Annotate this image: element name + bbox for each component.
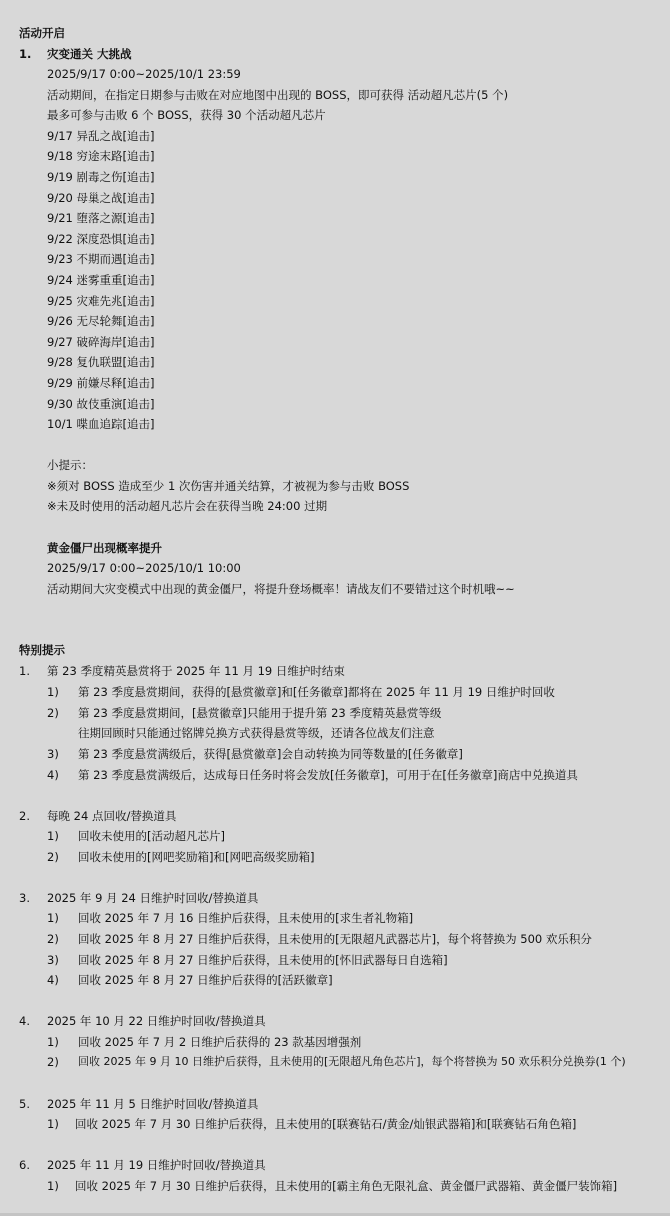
list-number: 5. (19, 1097, 30, 1111)
event-description: 活动期间，在指定日期参与击败在对应地图中出现的 BOSS，即可获得 活动超凡芯片(5 个) (47, 88, 509, 102)
notice-title: 2025 年 10 月 22 日维护时回收/替换道具 (47, 1014, 266, 1028)
schedule-item: 9/19 剧毒之伤[追击] (47, 170, 155, 184)
sub-number: 3) (47, 953, 59, 967)
notice-item: 回收 2025 年 8 月 27 日维护后获得，且未使用的[无限超凡武器芯片]，每个将替换为 500 欢乐积分 (78, 932, 592, 946)
sub-number: 3) (47, 747, 59, 761)
event-title: 灾变通关 大挑战 (47, 47, 132, 61)
list-number: 1. (19, 664, 30, 678)
notice-item: 第 23 季度悬赏期间，[悬赏徽章]只能用于提升第 23 季度精英悬赏等级 (78, 706, 442, 720)
list-number: 2. (19, 809, 30, 823)
notice-item: 回收 2025 年 7 月 2 日维护后获得的 23 款基因增强剂 (78, 1035, 362, 1049)
notice-item: 第 23 季度悬赏满级后，达成每日任务时将会发放[任务徽章]，可用于在[任务徽章]商店中兑换道具 (78, 768, 578, 782)
schedule-item: 9/28 复仇联盟[追击] (47, 355, 155, 369)
schedule-item: 9/23 不期而遇[追击] (47, 252, 155, 266)
notice-item: 回收 2025 年 8 月 27 日维护后获得的[活跃徽章] (78, 973, 333, 987)
sub-number: 1) (47, 829, 59, 843)
schedule-item: 9/24 迷雾重重[追击] (47, 273, 155, 287)
event-period: 2025/9/17 0:00~2025/10/1 23:59 (47, 67, 241, 81)
sub-number: 2) (47, 1055, 59, 1069)
schedule-item: 10/1 喋血追踪[追击] (47, 417, 155, 431)
schedule-item: 9/25 灾难先兆[追击] (47, 294, 155, 308)
sub-number: 4) (47, 768, 59, 782)
sub-number: 1) (47, 1179, 59, 1193)
notice-title: 第 23 季度精英悬赏将于 2025 年 11 月 19 日维护时结束 (47, 664, 345, 678)
sub-number: 2) (47, 706, 59, 720)
sub-number: 2) (47, 850, 59, 864)
notice-item: 回收未使用的[活动超凡芯片] (78, 829, 225, 843)
notice-title: 2025 年 11 月 5 日维护时回收/替换道具 (47, 1097, 259, 1111)
event-limit: 最多可参与击败 6 个 BOSS，获得 30 个活动超凡芯片 (47, 108, 326, 122)
notice-title: 每晚 24 点回收/替换道具 (47, 809, 177, 823)
notice-item: 回收 2025 年 7 月 30 日维护后获得，且未使用的[联赛钻石/黄金/灿银武器箱]和[联赛钻石角色箱] (75, 1117, 577, 1131)
event-title: 黄金僵尸出现概率提升 (47, 541, 162, 555)
tip-line: ※未及时使用的活动超凡芯片会在获得当晚 24:00 过期 (47, 499, 328, 513)
tip-line: ※须对 BOSS 造成至少 1 次伤害并通关结算，才被视为参与击败 BOSS (47, 479, 410, 493)
schedule-item: 9/21 堕落之源[追击] (47, 211, 155, 225)
notice-title: 2025 年 9 月 24 日维护时回收/替换道具 (47, 891, 259, 905)
notice-item: 第 23 季度悬赏满级后，获得[悬赏徽章]会自动转换为同等数量的[任务徽章] (78, 747, 463, 761)
notice-item-continued: 往期回顾时只能通过铭牌兑换方式获得悬赏等级，还请各位战友们注意 (78, 726, 435, 740)
notice-item: 回收 2025 年 7 月 30 日维护后获得，且未使用的[霸主角色无限礼盒、黄金僵尸武器箱、黄金僵尸装饰箱] (75, 1179, 618, 1193)
schedule-item: 9/29 前嫌尽释[追击] (47, 376, 155, 390)
sub-number: 4) (47, 973, 59, 987)
event-period: 2025/9/17 0:00~2025/10/1 10:00 (47, 561, 241, 575)
schedule-item: 9/26 无尽轮舞[追击] (47, 314, 155, 328)
list-number: 4. (19, 1014, 30, 1028)
schedule-item: 9/22 深度恐惧[追击] (47, 232, 155, 246)
sub-number: 1) (47, 911, 59, 925)
event-description: 活动期间大灾变模式中出现的黄金僵尸，将提升登场概率！请战友们不要错过这个时机哦~~ (47, 582, 515, 596)
notice-item: 回收未使用的[网吧奖励箱]和[网吧高级奖励箱] (78, 850, 315, 864)
section-heading-activity: 活动开启 (19, 26, 65, 40)
tip-title: 小提示： (47, 458, 93, 472)
notice-item: 第 23 季度悬赏期间，获得的[悬赏徽章]和[任务徽章]都将在 2025 年 11 月 19 日维护时回收 (78, 685, 555, 699)
schedule-item: 9/30 故伎重演[追击] (47, 397, 155, 411)
schedule-item: 9/17 异乱之战[追击] (47, 129, 155, 143)
list-number: 1. (19, 47, 32, 61)
list-number: 3. (19, 891, 30, 905)
notice-item: 回收 2025 年 7 月 16 日维护后获得，且未使用的[求生者礼物箱] (78, 911, 414, 925)
schedule-item: 9/18 穷途末路[追击] (47, 149, 155, 163)
list-number: 6. (19, 1158, 30, 1172)
section-heading-notice: 特别提示 (19, 643, 65, 657)
schedule-item: 9/20 母巢之战[追击] (47, 191, 155, 205)
sub-number: 1) (47, 1035, 59, 1049)
notice-item: 回收 2025 年 8 月 27 日维护后获得，且未使用的[怀旧武器每日自选箱] (78, 953, 448, 967)
notice-item: 回收 2025 年 9 月 10 日维护后获得，且未使用的[无限超凡角色芯片]，每个将替换为 50 欢乐积分兑换券(1 个) (78, 1055, 626, 1068)
sub-number: 1) (47, 685, 59, 699)
sub-number: 1) (47, 1117, 59, 1131)
schedule-item: 9/27 破碎海岸[追击] (47, 335, 155, 349)
sub-number: 2) (47, 932, 59, 946)
notice-title: 2025 年 11 月 19 日维护时回收/替换道具 (47, 1158, 266, 1172)
